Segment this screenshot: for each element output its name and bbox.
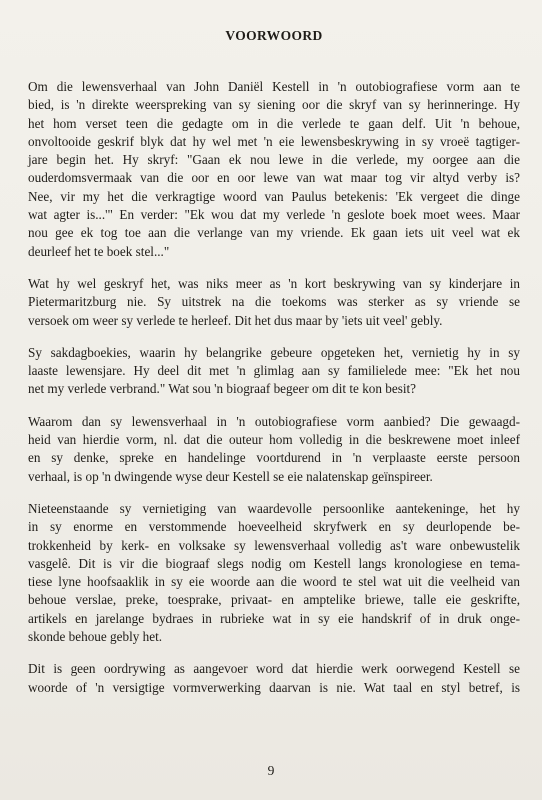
text-line: bied, is 'n direkte weerspreking van sy siening oor die skryf van sy herinneringe. Hy bbox=[28, 97, 520, 113]
text-line: deurleef het te boek stel..." bbox=[28, 243, 170, 259]
text-line: verhaal, is op 'n dwingende wyse deur Kestell se eie nalatenskap geïnspireer. bbox=[28, 468, 433, 484]
text-line: Nee, vir my het die verkragtige woord van Paulus betekenis: 'Ek vergeet die dinge bbox=[28, 188, 520, 204]
text-line: in sy enorme en verstommende hoeveelheid skryfwerk en sy deurlopende be- bbox=[28, 519, 520, 535]
text-line: Wat hy wel geskryf het, was niks meer as 'n kort beskrywing van sy kinderjare in bbox=[28, 275, 520, 291]
text-line: wat agter is...'" En verder: "Ek wou dat my verlede 'n geslote boek moet wees. Maar bbox=[28, 207, 520, 223]
text-line: woorde of 'n versigtige vormverwerking daarvan is nie. Wat taal en styl betref, is bbox=[28, 679, 520, 695]
text-line: Nieteenstaande sy vernietiging van waardevolle persoonlike aantekeninge, het hy bbox=[28, 500, 520, 516]
paragraph bbox=[28, 78, 520, 261]
paragraph bbox=[28, 275, 520, 330]
text-line: Dit is geen oordrywing as aangevoer word dat hierdie werk oorwegend Kestell se bbox=[28, 661, 520, 677]
text-line: behoue verslae, preke, toesprake, privaat- en amptelike briewe, talle eie geskrifte, bbox=[28, 592, 520, 608]
paragraph bbox=[28, 660, 520, 697]
paragraph bbox=[28, 500, 520, 646]
text-line: onvoltooide geskrif blyk dat hy wel met 'n eie lewensbeskrywing in sy vroeë tagtiger- bbox=[28, 133, 520, 149]
text-line: Om die lewensverhaal van John Daniël Kestell in 'n outobiografiese vorm aan te bbox=[28, 79, 520, 94]
text-line: Pietermaritzburg nie. Sy uitstrek na die toekoms was sterker as sy vriende se bbox=[28, 294, 520, 310]
text-line: nou gee ek tog toe aan die verlange van my vriende. Ek gaan iets uit veel wat ek bbox=[28, 225, 520, 241]
text-line: Waarom dan sy lewensverhaal in 'n outobiografiese vorm aanbied? Die gewaagd- bbox=[28, 413, 520, 429]
text-line: laaste lewensjare. Hy deel dit met 'n glimlag aan sy familielede mee: "Ek het nou bbox=[28, 363, 520, 379]
page-title: VOORWOORD bbox=[225, 28, 323, 43]
text-line: tiese lyne hoofsaaklik in sy eie woorde aan die woord te stel wat uit die veelheid van bbox=[28, 574, 520, 590]
text-line: trokkenheid by kerk- en volksake sy lewensverhaal volledig as't ware onbewustelik bbox=[28, 537, 520, 553]
text-line: jare begin het. Hy skryf: "Gaan ek nou lewe in die verlede, my oorgee aan die bbox=[28, 152, 520, 168]
page-number: 9 bbox=[267, 763, 275, 778]
body-text bbox=[28, 78, 520, 697]
text-line: artikels en jarelange bydraes in rubrieke wat in sy eie handskrif of in druk onge- bbox=[28, 610, 520, 626]
text-line: het hom verset teen die gedagte om in die verlede te gaan delf. Uit 'n behoue, bbox=[28, 115, 520, 131]
text-line: net my verlede verbrand." Wat sou 'n biograaf begeer om dit te kon besit? bbox=[28, 381, 417, 397]
paragraph bbox=[28, 413, 520, 486]
text-line: versoek om weer sy verlede te herleef. Dit het dus maar by 'iets uit veel' gebly. bbox=[28, 312, 443, 328]
text-line: ouderdomsvermaak van die oor en oor lewe van wat maar tog vir altyd verby is? bbox=[28, 170, 520, 186]
text-line: vasgelê. Dit is vir die biograaf slegs nodig om Kestell langs kronologiese en tema- bbox=[28, 555, 520, 571]
text-line: en sy denke, spreke en handelinge voortdurend in 'n verplaaste eerste persoon bbox=[28, 450, 520, 466]
text-line: heid van hierdie vorm, nl. dat die outeur hom volledig in die beskrewene moet inleef bbox=[28, 432, 520, 448]
paragraph bbox=[28, 344, 520, 399]
text-line: skonde behoue gebly het. bbox=[28, 629, 163, 645]
text-line: Sy sakdagboekies, waarin hy belangrike gebeure opgeteken het, vernietig hy in sy bbox=[28, 344, 520, 360]
